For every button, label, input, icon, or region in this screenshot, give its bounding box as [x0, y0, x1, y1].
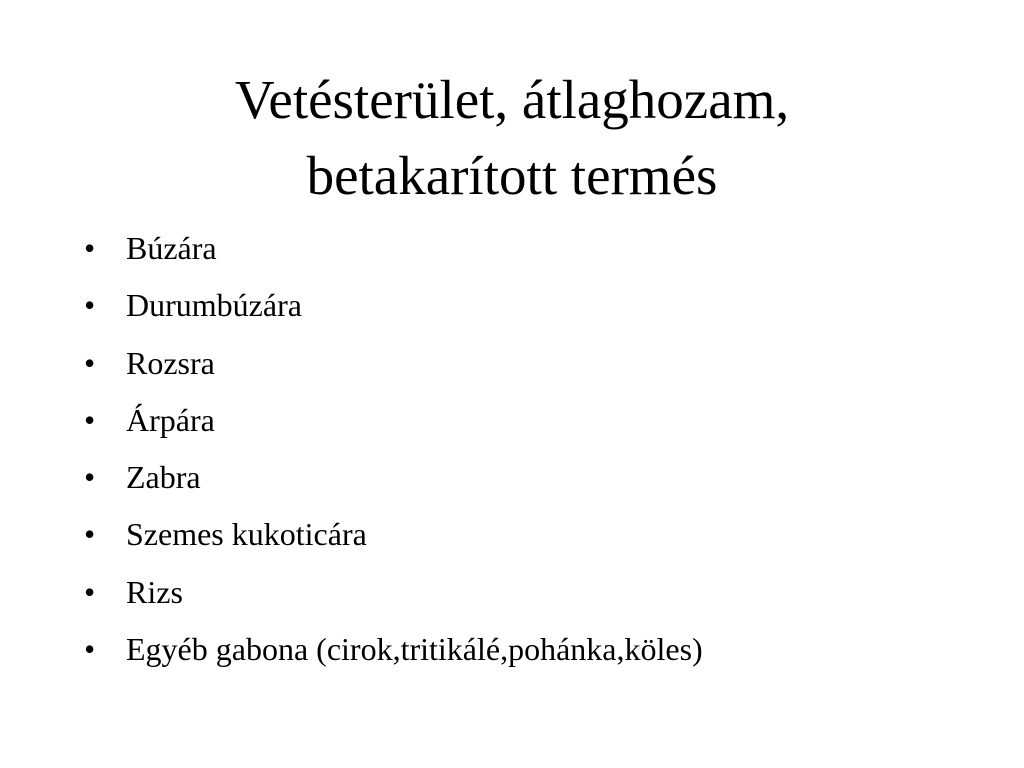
list-item	[84, 457, 984, 497]
list-item	[84, 285, 984, 325]
list-item	[84, 514, 984, 554]
list-item-text: Rizs	[126, 573, 183, 610]
list-item	[84, 629, 984, 669]
bullet-icon: •	[84, 344, 96, 381]
list-item-text: Durumbúzára	[126, 287, 302, 324]
bullet-icon: •	[84, 459, 96, 496]
bullet-icon: •	[84, 631, 96, 668]
bullet-list	[84, 228, 984, 686]
list-item-text: Zabra	[126, 459, 201, 496]
list-item	[84, 228, 984, 268]
list-item-text: Szemes kukoticára	[126, 516, 367, 553]
bullet-icon: •	[84, 287, 96, 324]
list-item-text: Árpára	[126, 401, 215, 438]
list-item	[84, 343, 984, 383]
slide-title-line-2: betakarított termés	[306, 145, 718, 206]
list-item-text: Egyéb gabona (cirok,tritikálé,pohánka,köles)	[126, 631, 703, 668]
list-item	[84, 572, 984, 612]
bullet-icon: •	[84, 401, 96, 438]
list-item-text: Rozsra	[126, 344, 215, 381]
slide-title-line-1: Vetésterület, átlaghozam,	[234, 69, 790, 130]
list-item-text: Búzára	[126, 230, 217, 266]
slide-title	[0, 62, 1024, 214]
bullet-icon: •	[84, 230, 96, 266]
bullet-icon: •	[84, 573, 96, 610]
bullet-icon: •	[84, 516, 96, 553]
list-item	[84, 400, 984, 440]
